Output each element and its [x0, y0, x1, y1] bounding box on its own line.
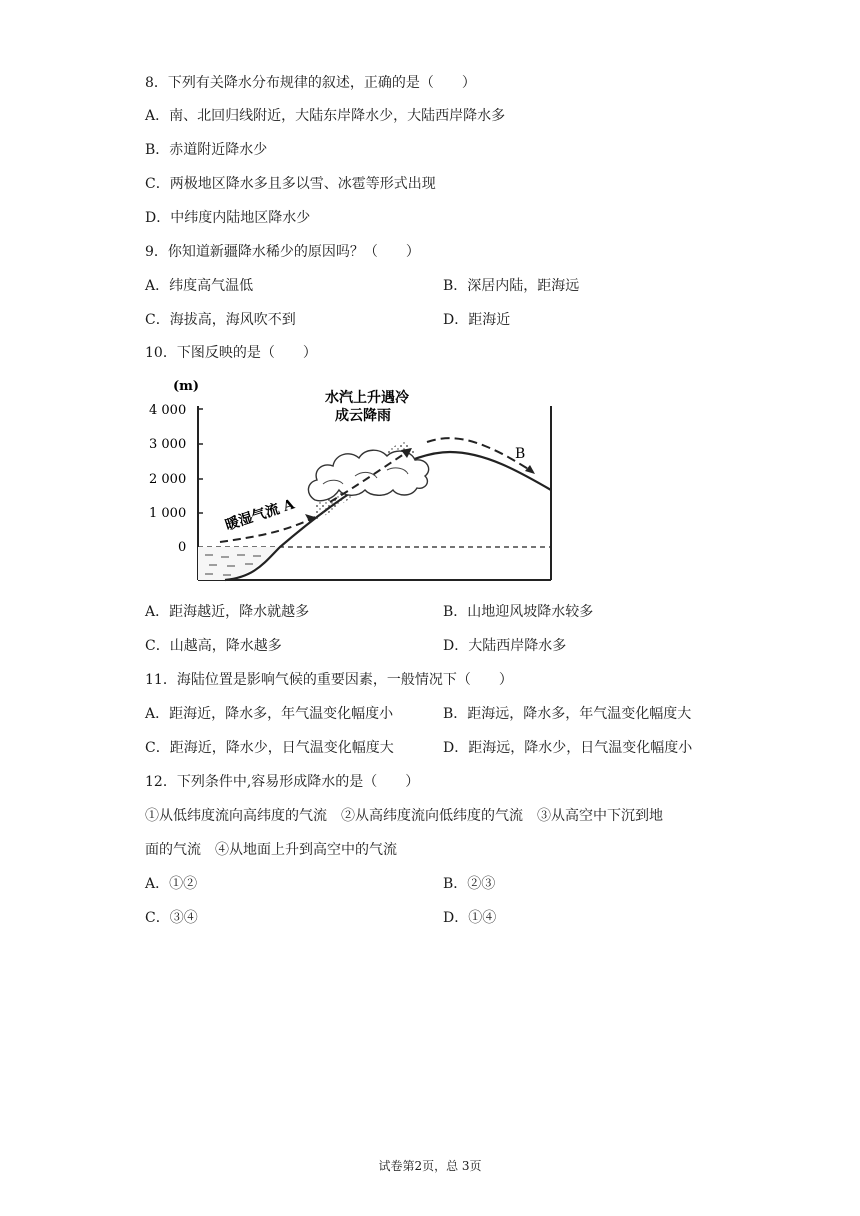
q8-option-a: A．南、北回归线附近，大陆东岸降水少，大陆西岸降水多 [145, 108, 506, 124]
sea-water [198, 547, 280, 580]
q9-option-a: A．纬度高气温低 [145, 278, 254, 294]
q8-option-c: C．两极地区降水多且多以雪、冰雹等形式出现 [145, 176, 436, 192]
q12-option-d: D．①④ [443, 910, 497, 926]
point-b-label: B [515, 446, 526, 462]
tick-2000: 2 000 [149, 472, 187, 487]
q10-option-d: D．大陆西岸降水多 [443, 638, 567, 654]
tick-4000: 4 000 [149, 403, 187, 418]
q11-option-b: B．距海远，降水多，年气温变化幅度大 [443, 706, 692, 722]
cloud [308, 450, 428, 500]
orographic-rain-figure [149, 372, 565, 584]
q9-option-d: D．距海近 [443, 312, 511, 328]
tick-3000: 3 000 [149, 437, 187, 452]
page-footer: 试卷第2页，总 3页 [378, 1159, 482, 1173]
q10-option-c: C．山越高，降水越多 [145, 638, 282, 654]
q12-option-c: C．③④ [145, 910, 198, 926]
figure-title-line2: 成云降雨 [335, 408, 391, 424]
figure-title-line1: 水汽上升遇冷 [325, 390, 409, 406]
q11-option-c: C．距海近，降水少，日气温变化幅度大 [145, 740, 394, 756]
q11-option-d: D．距海远，降水少，日气温变化幅度小 [443, 740, 693, 756]
q10-stem: 10．下图反映的是（ ） [145, 345, 317, 361]
q12-option-a: A．①② [145, 876, 198, 892]
flow-label: 暖湿气流 A [223, 496, 297, 534]
q8-stem: 8．下列有关降水分布规律的叙述，正确的是（ ） [145, 75, 476, 91]
q12-option-b: B．②③ [443, 876, 496, 892]
q9-stem: 9．你知道新疆降水稀少的原因吗？（ ） [145, 244, 420, 260]
q10-option-a: A．距海越近，降水就越多 [145, 604, 310, 620]
q12-conditions-line2: 面的气流 ④从地面上升到高空中的气流 [145, 842, 397, 858]
q10-option-b: B．山地迎风坡降水较多 [443, 604, 594, 620]
q9-option-b: B．深居内陆，距海远 [443, 278, 580, 294]
q12-stem: 12．下列条件中,容易形成降水的是（ ） [145, 774, 420, 790]
q8-option-b: B．赤道附近降水少 [145, 142, 268, 158]
tick-0: 0 [178, 540, 187, 555]
q8-option-d: D．中纬度内陆地区降水少 [145, 210, 311, 226]
q12-conditions-line1: ①从低纬度流向高纬度的气流 ②从高纬度流向低纬度的气流 ③从高空中下沉到地 [145, 808, 663, 824]
q9-option-c: C．海拔高，海风吹不到 [145, 312, 296, 328]
q11-option-a: A．距海近，降水多，年气温变化幅度小 [145, 706, 394, 722]
tick-1000: 1 000 [149, 506, 187, 521]
figure-unit-label: (m) [173, 379, 200, 394]
q11-stem: 11．海陆位置是影响气候的重要因素，一般情况下（ ） [145, 672, 513, 688]
